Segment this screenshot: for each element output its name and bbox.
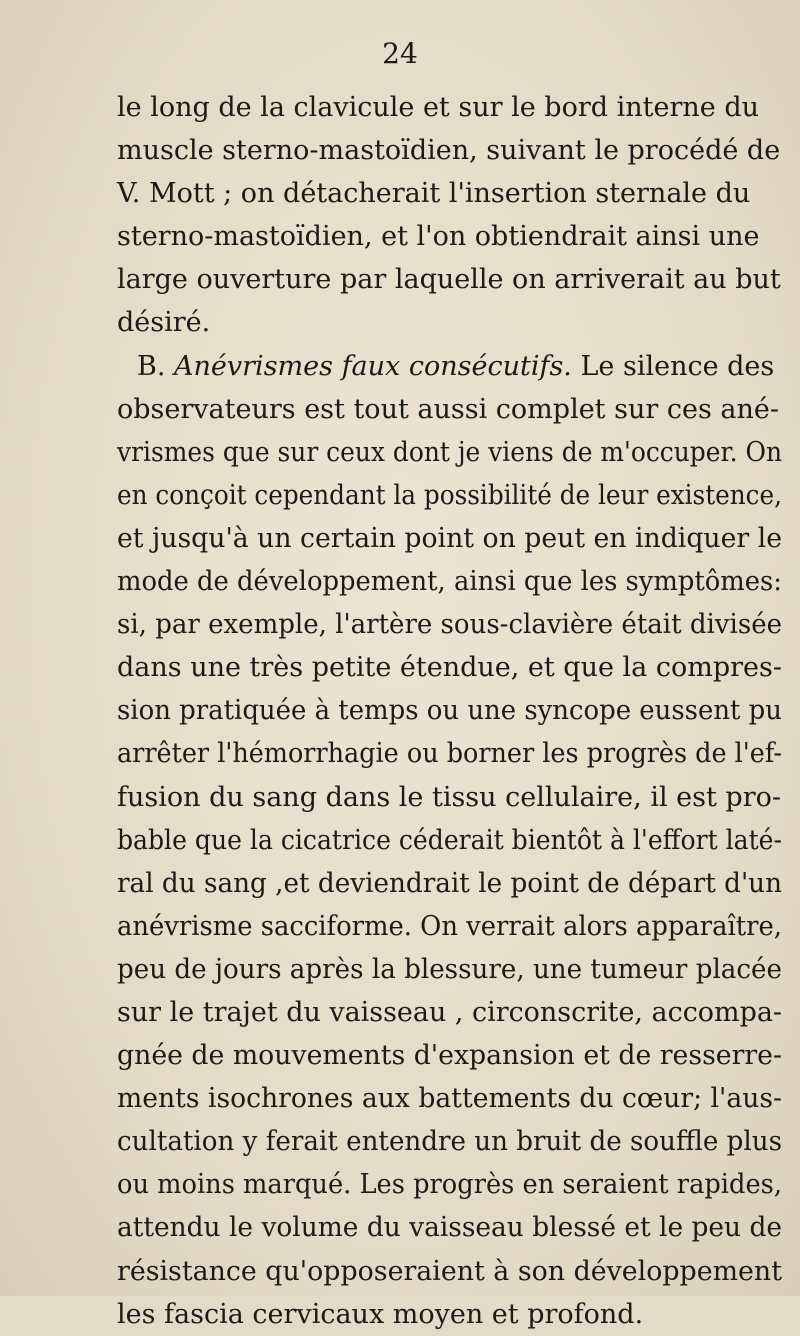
text-line: cultation y ferait entendre un bruit de souffle plus [117,1126,782,1158]
text-line: résistance qu'opposeraient à son développement [117,1255,782,1287]
text-line: vrismes que sur ceux dont je viens de m'occuper. On [117,436,782,468]
text-line: les fascia cervicaux moyen et profond. [117,1298,644,1330]
text-line: si, par exemple, l'artère sous-clavière était divisée [117,609,782,641]
text-line: et jusqu'à un certain point on peut en indiquer le [117,522,782,554]
text-line: ou moins marqué. Les progrès en seraient rapides, [117,1169,782,1201]
text-line: anévrisme sacciforme. On verrait alors apparaître, [117,910,782,942]
text-line: large ouverture par laquelle on arriverait au but [117,264,781,296]
text-line: sur le trajet du vaisseau , circonscrite, accompa- [117,996,782,1028]
text-line: le long de la clavicule et sur le bord interne du [117,92,759,123]
text-line: attendu le volume du vaisseau blessé et le peu de [117,1212,782,1244]
section-label: B. [137,350,166,382]
section-heading-line [117,345,782,388]
text-line: dans une très petite étendue, et que la compres- [117,652,782,684]
text-line: fusion du sang dans le tissu cellulaire, il est pro- [117,781,782,813]
text-fragment: Le silence des [580,350,775,382]
text-line: bable que la cicatrice céderait bientôt à l'effort laté- [117,824,782,856]
text-line: sterno-mastoïdien, et l'on obtiendrait ainsi une [117,221,760,253]
text-line: mode de développement, ainsi que les symptômes: [117,566,782,598]
text-line: peu de jours après la blessure, une tumeur placée [117,953,782,985]
text-line: gnée de mouvements d'expansion et de resserre- [117,1040,782,1072]
text-line: sion pratiquée à temps ou une syncope eussent pu [117,695,782,727]
text-line: arrêter l'hémorrhagie ou borner les progrès de l'ef- [117,738,782,770]
text-line: ral du sang ,et deviendrait le point de départ d'un [117,867,782,899]
text-line: muscle sterno-mastoïdien, suivant le procédé de [117,135,781,167]
text-line: observateurs est tout aussi complet sur ces ané- [117,393,779,425]
body-text [117,86,782,1336]
text-line: V. Mott ; on détacherait l'insertion sternale du [117,178,751,210]
page-number: 24 [382,37,418,70]
section-heading: Anévrismes faux consécutifs. [174,350,572,382]
text-line: en conçoit cependant la possibilité de leur existence, [117,479,782,511]
text-line: ments isochrones aux battements du cœur; l'aus- [117,1083,782,1115]
text-line: désiré. [117,307,211,339]
